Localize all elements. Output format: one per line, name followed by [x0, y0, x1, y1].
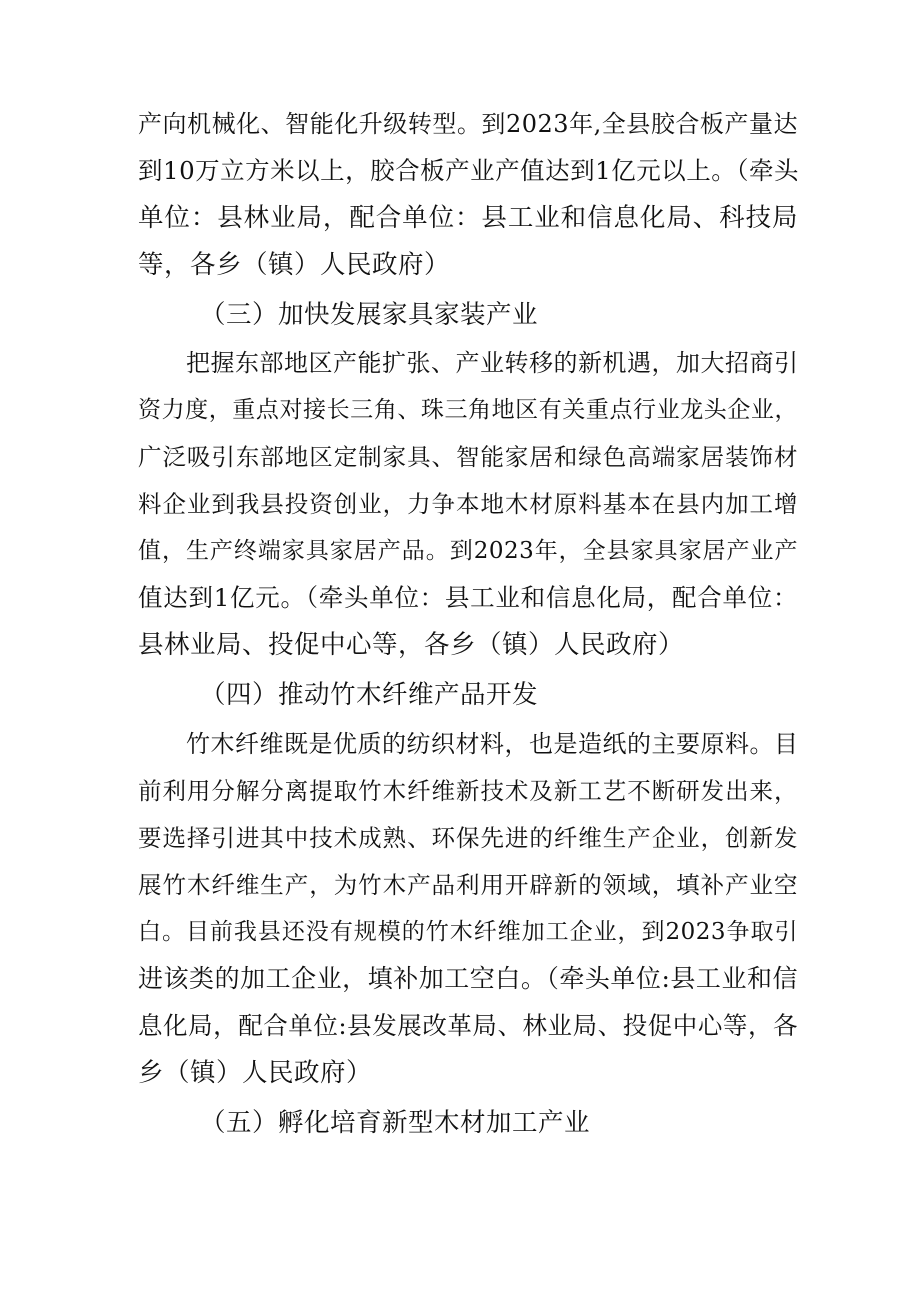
- paragraph-line: 资力度，重点对接长三角、珠三角地区有关重点行业龙头企业，: [138, 397, 798, 423]
- section-heading-5: （五）孵化培育新型木材加工产业: [200, 1108, 591, 1138]
- paragraph-line: 进该类的加工企业，填补加工空白。（牵头单位:县工业和信: [138, 964, 798, 993]
- paragraph-line: 到10万立方米以上，胶合板产业产值达到1亿元以上。（牵头: [138, 156, 800, 185]
- paragraph-line: 值，生产终端家具家居产品。到2023年，全县家具家居产业产: [138, 538, 798, 564]
- paragraph-line: 白。目前我县还没有规模的竹木纤维加工企业，到2023争取引: [138, 919, 798, 945]
- paragraph-line: 料企业到我县投资创业，力争本地木材原料基本在县内加工增: [138, 490, 798, 518]
- section-heading-3: （三）加快发展家具家装产业: [200, 300, 539, 330]
- paragraph-line: 值达到1亿元。（牵头单位：县工业和信息化局，配合单位：: [138, 583, 798, 612]
- paragraph-line: 广泛吸引东部地区定制家具、智能家居和绿色高端家居装饰材: [138, 443, 798, 471]
- paragraph-line: 要选择引进其中技术成熟、环保先进的纤维生产企业，创新发: [138, 824, 798, 852]
- paragraph-line: 单位：县林业局，配合单位：县工业和信息化局、科技局: [138, 203, 798, 233]
- paragraph-line: 展竹木纤维生产，为竹木产品利用开辟新的领域，填补产业空: [138, 871, 798, 899]
- paragraph-line: 竹木纤维既是优质的纺织材料，也是造纸的主要原料。目: [186, 730, 799, 758]
- paragraph-line: 前利用分解分离提取竹木纤维新技术及新工艺不断研发出来，: [138, 777, 798, 805]
- paragraph-line: 县林业局、投促中心等，各乡（镇）人民政府）: [138, 630, 685, 660]
- section-heading-4: （四）推动竹木纤维产品开发: [200, 680, 539, 710]
- paragraph-line: 息化局，配合单位:县发展改革局、林业局、投促中心等，各: [138, 1011, 798, 1040]
- paragraph-line: 乡（镇）人民政府）: [138, 1058, 373, 1088]
- paragraph-line: 产向机械化、智能化升级转型。到2023年,全县胶合板产量达: [138, 110, 798, 138]
- paragraph-line: 等，各乡（镇）人民政府）: [138, 250, 451, 280]
- paragraph-line: 把握东部地区产能扩张、产业转移的新机遇，加大招商引: [186, 349, 799, 377]
